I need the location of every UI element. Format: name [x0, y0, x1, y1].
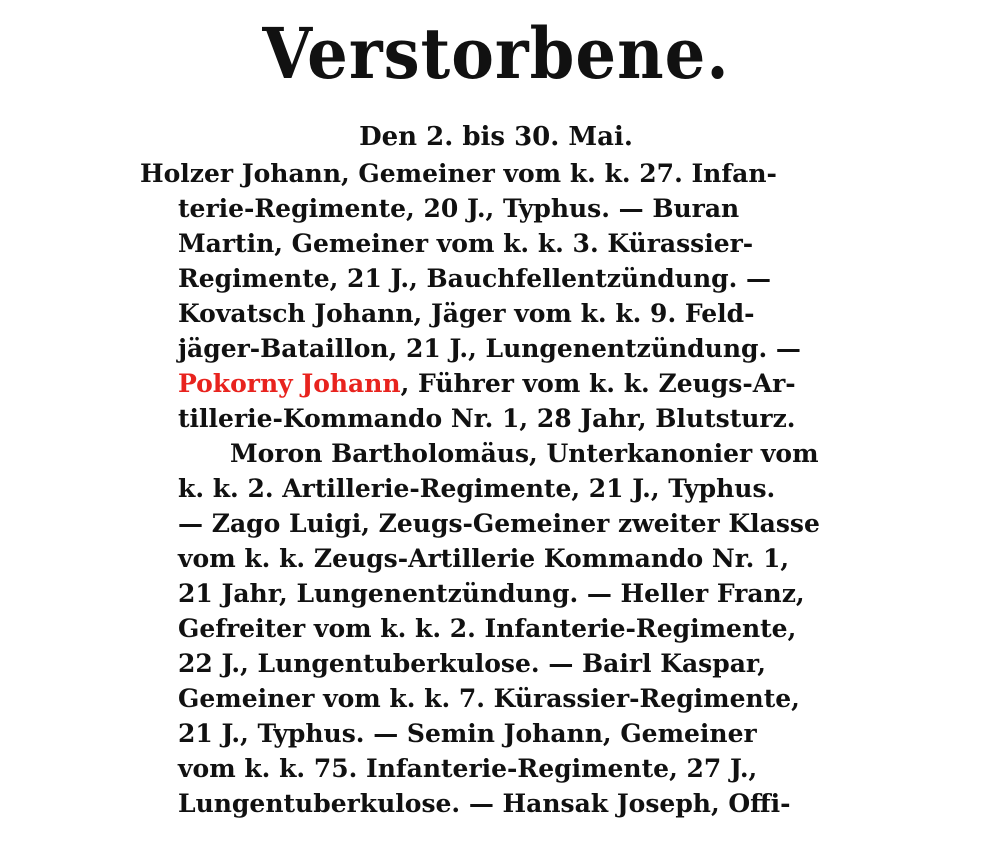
text-line [178, 716, 757, 752]
text-line [178, 366, 796, 402]
text-line [178, 681, 800, 717]
line-text: vom k. k. 75. Infanterie-Regimente, 27 J., [178, 754, 758, 783]
line-text: Gemeiner vom k. k. 7. Kürassier-Regimente, [178, 684, 800, 713]
line-text: 21 Jahr, Lungenentzündung. — Heller Franz, [178, 579, 805, 608]
text-line [178, 401, 796, 437]
line-text: 22 J., Lungentuberkulose. — Bairl Kaspar, [178, 649, 766, 678]
line-text: Gefreiter vom k. k. 2. Infanterie-Regimente, [178, 614, 797, 643]
line-text: , Führer vom k. k. Zeugs-Ar- [400, 369, 796, 398]
text-line [178, 331, 801, 367]
date-range-subtitle: Den 2. bis 30. Mai. [359, 122, 633, 152]
text-line [178, 506, 820, 542]
line-text: 21 J., Typhus. — Semin Johann, Gemeiner [178, 719, 757, 748]
line-text: Holzer Johann, Gemeiner vom k. k. 27. Infan- [140, 159, 777, 188]
line-text: k. k. 2. Artillerie-Regimente, 21 J., Typhus. [178, 474, 776, 503]
text-line [178, 751, 757, 787]
text-line [178, 296, 755, 332]
text-line [178, 541, 789, 577]
text-line [178, 471, 775, 507]
line-text: Lungentuberkulose. — Hansak Joseph, Offi- [178, 789, 791, 818]
text-line [230, 436, 819, 472]
text-line [178, 261, 771, 297]
text-line [178, 611, 796, 647]
line-text: Moron Bartholomäus, Unterkanonier vom [230, 439, 819, 468]
line-text: Kovatsch Johann, Jäger vom k. k. 9. Feld- [178, 299, 755, 328]
text-line [178, 786, 791, 822]
line-text: Martin, Gemeiner vom k. k. 3. Kürassier- [178, 229, 754, 258]
line-text: tillerie-Kommando Nr. 1, 28 Jahr, Blutsturz. [178, 404, 796, 433]
line-text: jäger-Bataillon, 21 J., Lungenentzündung. — [178, 334, 801, 363]
text-line [178, 576, 805, 612]
line-text: — Zago Luigi, Zeugs-Gemeiner zweiter Klasse [178, 509, 820, 538]
text-line [178, 226, 753, 262]
line-text: terie-Regimente, 20 J., Typhus. — Buran [178, 194, 740, 223]
line-text: vom k. k. Zeugs-Artillerie Kommando Nr. 1, [178, 544, 790, 573]
text-line [178, 646, 766, 682]
line-text: Regimente, 21 J., Bauchfellentzündung. — [178, 264, 772, 293]
text-line [178, 191, 739, 227]
page-title: Verstorbene. [262, 13, 730, 96]
text-line [140, 156, 777, 192]
highlighted-name: Pokorny Johann [178, 369, 401, 398]
